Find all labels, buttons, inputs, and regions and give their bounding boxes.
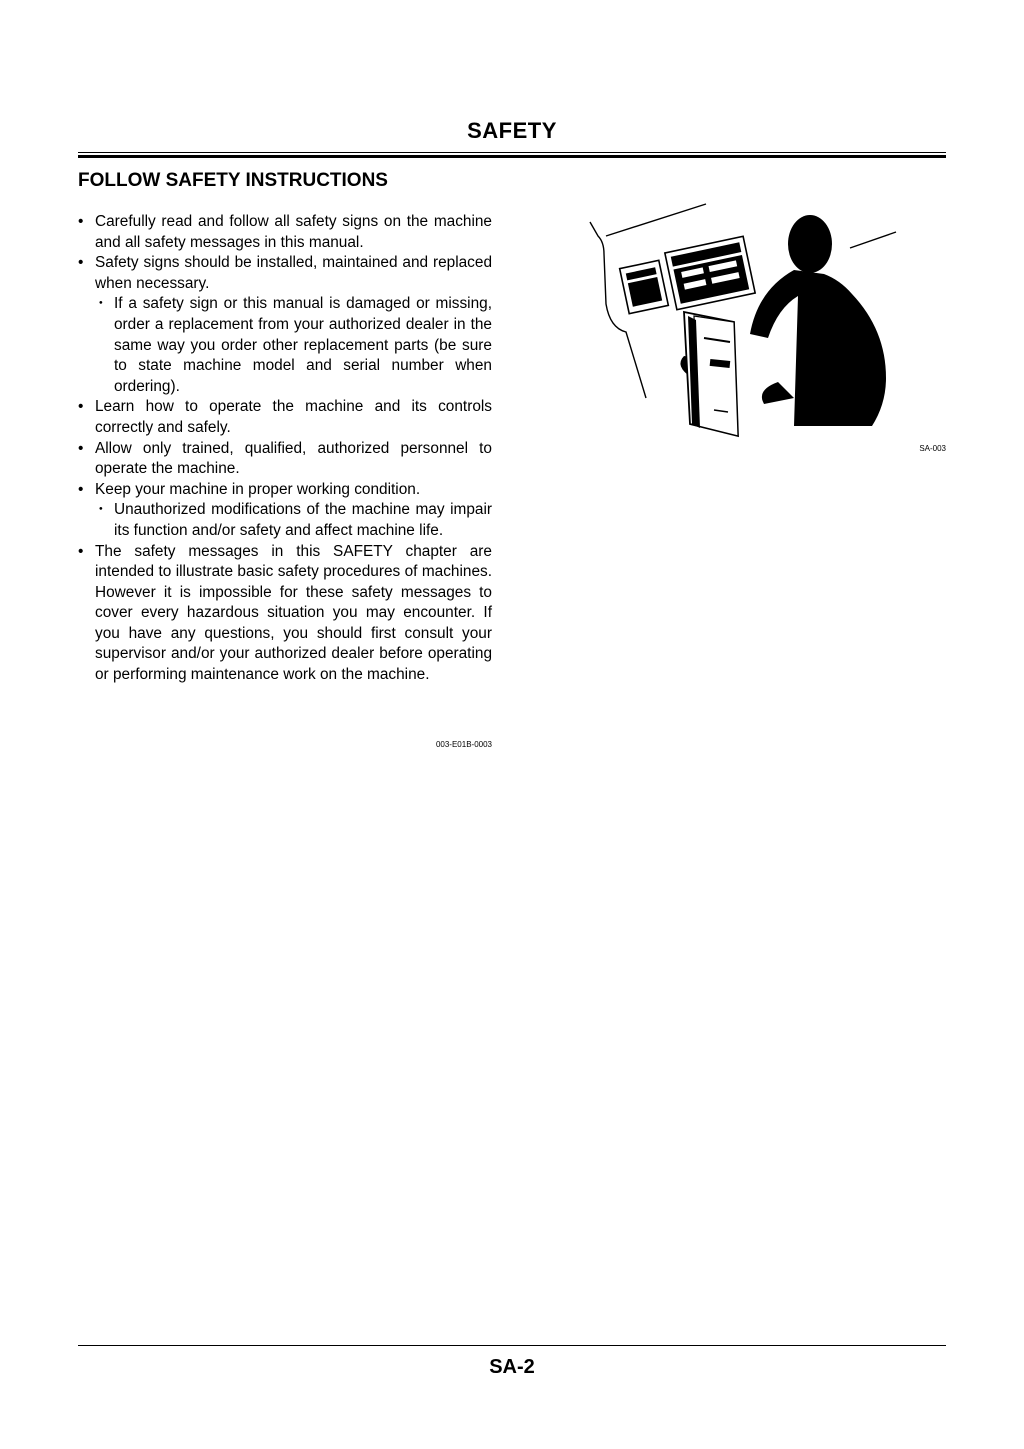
- list-item-text: Carefully read and follow all safety signs on the machine and all safety messages in this manual.: [95, 213, 492, 251]
- list-item-text: Keep your machine in proper working condition.: [95, 480, 421, 498]
- page-title: SAFETY: [467, 118, 557, 143]
- bullet-marker: •: [78, 439, 84, 457]
- list-item-text: Learn how to operate the machine and its controls correctly and safely.: [95, 398, 492, 436]
- list-item-text: Allow only trained, qualified, authorized personnel to operate the machine.: [95, 439, 492, 478]
- background-line: [850, 232, 896, 248]
- list-item-text: Safety signs should be installed, maintained and replaced when necessary.: [95, 254, 492, 292]
- list-item: [78, 542, 492, 686]
- page-number: SA-2: [489, 1356, 535, 1378]
- header-rule-thick: [78, 155, 946, 158]
- bullet-marker: •: [78, 480, 84, 498]
- list-item: [78, 480, 492, 501]
- safety-illustration: [588, 200, 898, 440]
- figure-reference-code: SA-003: [919, 444, 946, 453]
- sub-marker: ･: [97, 295, 105, 313]
- list-item-text: The safety messages in this SAFETY chapter are intended to illustrate basic safety procedures of machines. However it is impossible for these safety messages to cover every hazardous situation you may encounter. If you have any questions, you should first consult your supervisor and/or your authorized dealer before operating or performing maintenance work on the machine.: [95, 542, 492, 684]
- sub-item-text: Unauthorized modifications of the machine may impair its function and/or safety and affect machine life.: [114, 501, 492, 539]
- manual-book-icon: [684, 312, 738, 436]
- instruction-list: [78, 212, 492, 686]
- list-item: [78, 212, 492, 253]
- section-title: FOLLOW SAFETY INSTRUCTIONS: [78, 170, 388, 191]
- bullet-marker: •: [78, 398, 84, 416]
- list-item: [78, 253, 492, 294]
- bullet-marker: •: [78, 213, 84, 230]
- sub-item: [78, 500, 492, 541]
- bullet-marker: •: [78, 254, 84, 272]
- safety-decal-icon: [620, 236, 756, 313]
- bullet-marker: •: [78, 542, 84, 560]
- list-item: [78, 397, 492, 438]
- text-reference-code: 003-E01B-0003: [435, 740, 492, 749]
- header-rule-thin: [78, 152, 946, 153]
- sub-item-text: If a safety sign or this manual is damaged or missing, order a replacement from your authorized dealer in the same way you order other replacement parts (be sure to state machine model and serial number when ordering).: [114, 295, 492, 395]
- sub-marker: ･: [97, 501, 105, 519]
- list-item: [78, 439, 492, 480]
- sub-item: [78, 294, 492, 397]
- footer-rule: [78, 1345, 946, 1346]
